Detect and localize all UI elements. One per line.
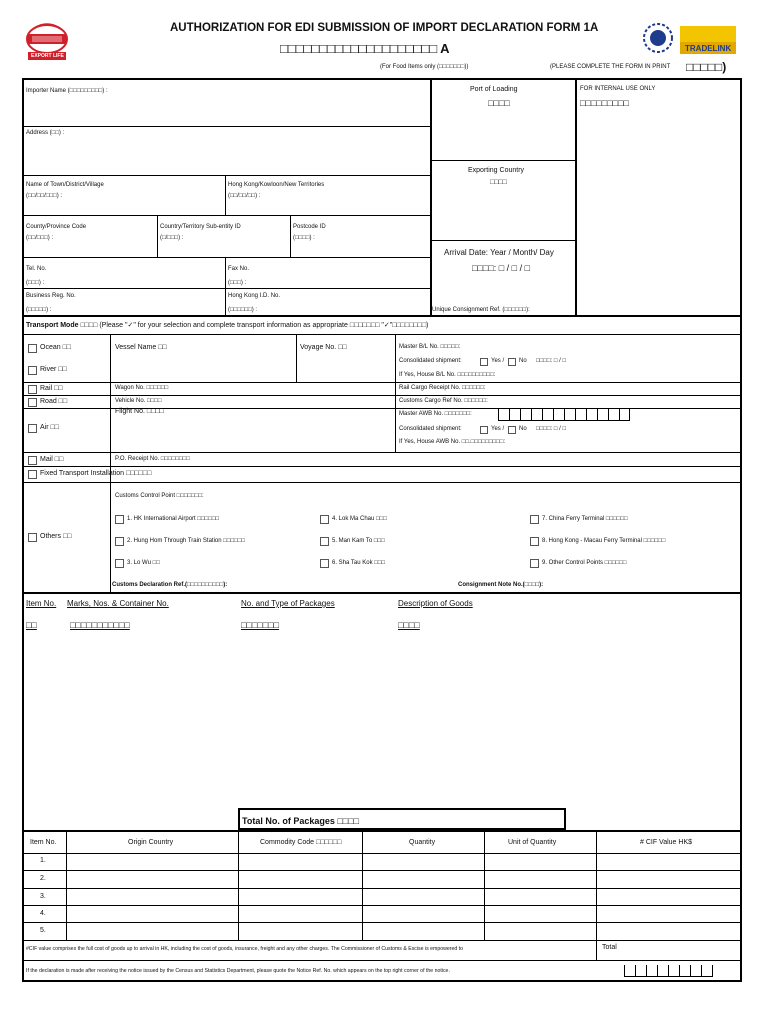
description-header-zh: □□□□ — [398, 620, 420, 630]
road-checkbox[interactable] — [28, 398, 37, 407]
exporting-country-label: Exporting Country — [468, 167, 525, 174]
logo-left-text: EXPORT LIFE — [31, 53, 64, 59]
internal-use-label: FOR INTERNAL USE ONLY — [580, 86, 656, 92]
fixed-transport-label: Fixed Transport Installation □□□□□□ — [40, 470, 152, 477]
description-header: Description of Goods — [398, 599, 473, 608]
customs-declaration-ref-label: Customs Declaration Ref.(□□□□□□□□□□): — [112, 582, 228, 588]
control-point-label: Customs Control Point □□□□□□□: — [115, 493, 204, 499]
air-checkbox[interactable] — [28, 424, 37, 433]
river-checkbox[interactable] — [28, 366, 37, 375]
marks-header-zh: □□□□□□□□□□□ — [70, 620, 130, 630]
rail-cargo-receipt-label: Rail Cargo Receipt No. □□□□□□: — [399, 385, 486, 391]
port-of-loading-zh: □□□□ — [488, 98, 510, 108]
food-note: (For Food Items only (□□□□□□□)) — [380, 64, 469, 70]
cp1-label: 1. HK International Airport □□□□□□ — [127, 516, 220, 522]
consolidated-yes-checkbox[interactable] — [480, 358, 488, 366]
col-commodity-code: Commodity Code □□□□□□ — [260, 839, 342, 846]
others-checkbox[interactable] — [28, 533, 37, 542]
mail-checkbox[interactable] — [28, 456, 37, 465]
customs-cargo-ref-label: Customs Cargo Ref No. □□□□□□: — [399, 398, 488, 404]
notice-note: If the declaration is made after receiving the notice issued by the Census and Statistics Department, please quote the Notice Ref. No. which appears on the top right corner of the notice. — [26, 968, 450, 974]
postcode-label: Postcode ID — [293, 224, 326, 230]
importer-name-label: Importer Name (□□□□□□□□□) : — [26, 88, 108, 94]
item-no-header-zh: □□ — [26, 620, 37, 630]
consolidated-shipment-label: Consolidated shipment: — [399, 358, 462, 364]
air-consolidated-label: Consolidated shipment: — [399, 426, 462, 432]
cp3-label: 3. Lo Wu □□ — [127, 560, 160, 566]
cp7-label: 7. China Ferry Terminal □□□□□□ — [542, 516, 628, 522]
postcode-zh: (□□□□) : — [293, 235, 315, 241]
tradelink-logo — [640, 20, 740, 60]
rail-label: Rail □□ — [40, 385, 63, 392]
cp8-checkbox[interactable] — [530, 537, 539, 546]
cp9-checkbox[interactable] — [530, 559, 539, 568]
river-label: River □□ — [40, 366, 67, 373]
air-consolidated-yes-no-zh: □□□□: □ / □ — [536, 426, 567, 432]
air-consolidated-no-checkbox[interactable] — [508, 426, 516, 434]
air-consolidated-no-label: No — [519, 426, 527, 432]
br-label: Business Reg. No. — [26, 293, 76, 299]
cp4-checkbox[interactable] — [320, 515, 329, 524]
consolidated-no-checkbox[interactable] — [508, 358, 516, 366]
master-bl-label: Master B/L No. □□□□□: — [399, 344, 461, 350]
transport-instruction: (Please "✓" for your selection and complete transport information as appropriate □□□□□□□ "✓"□□□□□□□□) — [99, 322, 429, 329]
town-zh: (□□/□□/□□□) : — [26, 193, 63, 199]
house-awb-label: If Yes, House AWB No. □□.□□□□□□□□□: — [399, 439, 506, 445]
rail-checkbox[interactable] — [28, 385, 37, 394]
air-consolidated-yes-label: Yes / — [491, 426, 505, 432]
row-3-label: 3. — [40, 893, 46, 900]
tel-zh: (□□□) : — [26, 280, 45, 286]
house-bl-label: If Yes, House B/L No. □□□□□□□□□□: — [399, 372, 496, 378]
po-receipt-label: P.O. Receipt No. □□□□□□□□ — [115, 456, 190, 462]
county-label: County/Province Code — [26, 224, 87, 230]
master-awb-boxes[interactable] — [498, 409, 630, 421]
hk-region-zh: (□□/□□/□□) : — [228, 193, 261, 199]
wagon-no-label: Wagon No. □□□□□□ — [115, 385, 169, 391]
road-label: Road □□ — [40, 398, 68, 405]
print-note: (PLEASE COMPLETE THE FORM IN PRINT — [550, 64, 671, 70]
cp4-label: 4. Lok Ma Chau □□□ — [332, 516, 387, 522]
cp8-label: 8. Hong Kong - Macau Ferry Terminal □□□□□□ — [542, 538, 666, 544]
arrival-date-label: Arrival Date: Year / Month/ Day — [444, 248, 554, 257]
col-quantity: Quantity — [409, 839, 436, 846]
arrival-date-zh: □□□□: □ / □ / □ — [472, 263, 531, 273]
row-4-label: 4. — [40, 910, 46, 917]
cp5-label: 5. Man Kam To □□□ — [332, 538, 385, 544]
total-label: Total — [602, 944, 617, 951]
cp6-checkbox[interactable] — [320, 559, 329, 568]
br-zh: (□□□□□) : — [26, 307, 52, 313]
item-no-header: Item No. — [26, 599, 57, 608]
col-cif-value: # CIF Value HK$ — [640, 839, 693, 846]
packages-header-zh: □□□□□□□ — [241, 620, 280, 630]
ocean-checkbox[interactable] — [28, 344, 37, 353]
cp2-label: 2. Hung Hom Through Train Station □□□□□□ — [127, 538, 246, 544]
fixed-transport-checkbox[interactable] — [28, 470, 37, 479]
country-sub-zh: (□/□□□) : — [160, 235, 184, 241]
fax-label: Fax No. — [228, 266, 250, 272]
cp2-checkbox[interactable] — [115, 537, 124, 546]
col-unit-quantity: Unit of Quantity — [508, 839, 557, 846]
air-consolidated-yes-checkbox[interactable] — [480, 426, 488, 434]
fax-zh: (□□□) : — [228, 280, 247, 286]
consolidated-no-label: No — [519, 358, 527, 364]
form-title: AUTHORIZATION FOR EDI SUBMISSION OF IMPORT DECLARATION FORM 1A — [170, 22, 599, 34]
cp1-checkbox[interactable] — [115, 515, 124, 524]
transport-mode-heading — [26, 321, 428, 329]
cp6-label: 6. Sha Tau Kok □□□ — [332, 560, 386, 566]
tel-label: Tel. No. — [26, 266, 47, 272]
county-zh: (□□/□□□) : — [26, 235, 54, 241]
cp7-checkbox[interactable] — [530, 515, 539, 524]
cif-note: #CIF value comprises the full cost of goods up to arrival in HK, including the cost of goods, insurance, freight and any other charges. The Commissioner of Customs & Excise is empowered to — [26, 946, 464, 952]
row-1-label: 1. — [40, 857, 46, 864]
print-note-zh: □□□□□) — [686, 60, 727, 74]
master-awb-label: Master AWB No. □□□□□□□: — [399, 411, 472, 417]
col-origin-country: Origin Country — [128, 839, 174, 846]
others-label: Others □□ — [40, 533, 72, 540]
air-label: Air □□ — [40, 424, 59, 431]
cp9-label: 9. Other Control Points □□□□□□ — [542, 560, 627, 566]
consignment-ref-label: Unique Consignment Ref. (□□□□□□): — [432, 307, 530, 313]
port-of-loading-label: Port of Loading — [470, 86, 518, 93]
marks-header: Marks, Nos. & Container No. — [67, 599, 169, 608]
address-label: Address (□□) : — [26, 130, 65, 136]
mail-label: Mail □□ — [40, 456, 64, 463]
hkid-zh: (□□□□□□) : — [228, 307, 258, 313]
flight-no-label: Flight No. □□□□ — [115, 408, 164, 415]
voyage-no-label: Voyage No. □□ — [300, 344, 347, 351]
total-packages-label: Total No. of Packages □□□□ — [242, 816, 360, 826]
cp3-checkbox[interactable] — [115, 559, 124, 568]
ocean-label: Ocean □□ — [40, 344, 72, 351]
hk-customs-logo — [24, 22, 70, 64]
country-sub-label: Country/Territory Sub-entity ID — [160, 224, 241, 230]
logo-right-text: TRADELINK — [685, 44, 732, 53]
transport-heading-text: Transport Mode □□□□ — [26, 322, 98, 329]
col-item-no: Item No. — [30, 839, 57, 846]
form-title-zh: □□□□□□□□□□□□□□□□□□□□ A — [280, 41, 450, 56]
consolidated-yes-no-zh: □□□□: □ / □ — [536, 358, 567, 364]
row-2-label: 2. — [40, 875, 46, 882]
hkid-label: Hong Kong I.D. No. — [228, 293, 281, 299]
consolidated-yes-label: Yes / — [491, 358, 505, 364]
consignment-note-label: Consignment Note No.(□□□□): — [458, 582, 544, 588]
packages-header: No. and Type of Packages — [241, 599, 335, 608]
form-frame — [22, 78, 742, 982]
row-5-label: 5. — [40, 927, 46, 934]
vessel-name-label: Vessel Name □□ — [115, 344, 167, 351]
cp5-checkbox[interactable] — [320, 537, 329, 546]
vehicle-no-label: Vehicle No. □□□□ — [115, 398, 162, 404]
hk-region-label: Hong Kong/Kowloon/New Territories — [228, 182, 325, 188]
notice-ref-boxes[interactable] — [624, 965, 714, 977]
exporting-country-zh: □□□□ — [490, 179, 507, 186]
town-label: Name of Town/District/Village — [26, 182, 104, 188]
internal-use-zh: □□□□□□□□□ — [580, 98, 629, 108]
